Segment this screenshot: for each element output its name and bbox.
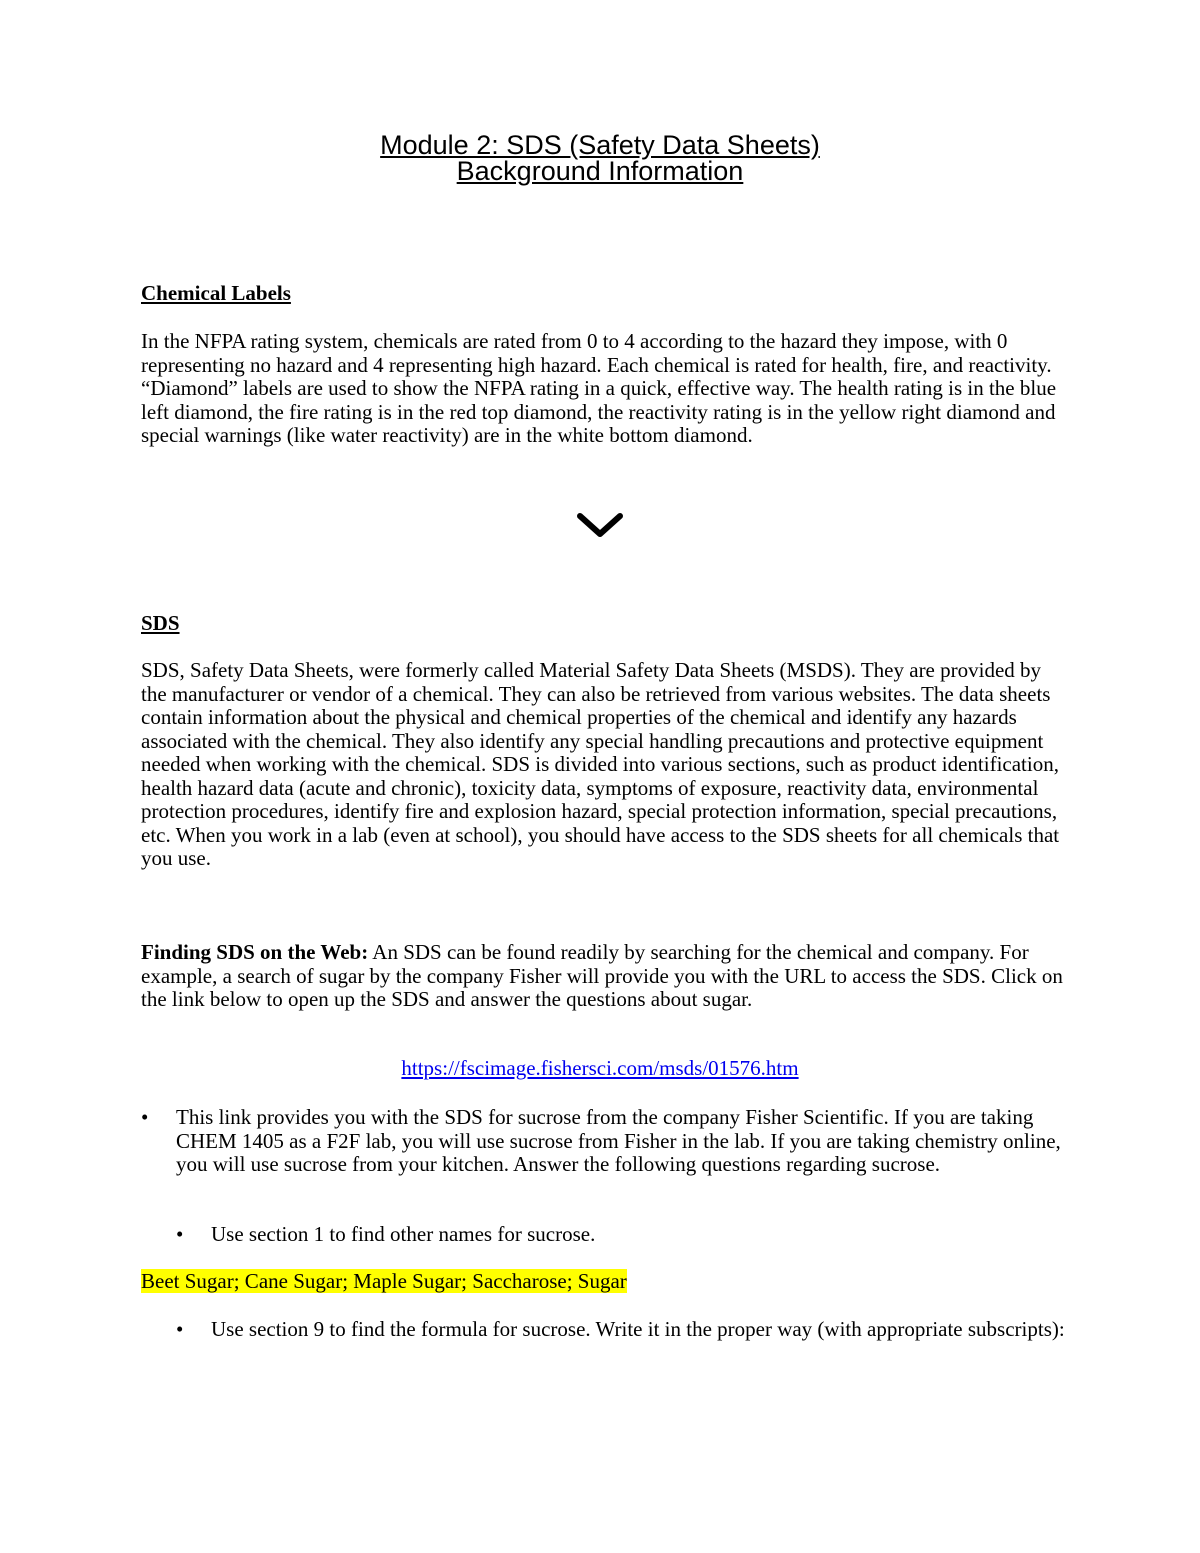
sds-link-row bbox=[0, 1057, 1200, 1081]
answer-line bbox=[141, 1270, 1066, 1294]
bullet-icon: • bbox=[176, 1222, 184, 1246]
bullet-icon: • bbox=[176, 1317, 184, 1341]
sds-paragraph: SDS, Safety Data Sheets, were formerly called Material Safety Data Sheets (MSDS). They are provided by the manufacturer or vendor of a chemical. They can also be retrieved from various websites. The data sheets contain information about the physical and chemical properties of the chemical and identify any hazards associated with the chemical. They also identify any special handling precautions and protective equipment needed when working with the chemical. SDS is divided into various sections, such as product identification, health hazard data (acute and chronic), toxicity data, symptoms of exposure, reactivity data, environmental protection procedures, identify fire and explosion hazard, special protection information, special precautions, etc. When you work in a lab (even at school), you should have access to the SDS sheets for all chemicals that you use. bbox=[141, 658, 1060, 870]
highlighted-answer: Beet Sugar; Cane Sugar; Maple Sugar; Saccharose; Sugar bbox=[141, 1269, 627, 1293]
finding-sds-text: An SDS can be found readily by searching for the chemical and company. For example, a search of sugar by the company Fisher will provide you with the URL to access the SDS. Click on the link below to open up the SDS and answer the questions about sugar. bbox=[141, 940, 1063, 1011]
title-line-2: Background Information bbox=[456, 156, 744, 186]
list-item-text: Use section 9 to find the formula for sucrose. Write it in the proper way (with appropriate subscripts): bbox=[211, 1317, 1065, 1341]
list-item-text: This link provides you with the SDS for sucrose from the company Fisher Scientific. If you are taking CHEM 1405 as a F2F lab, you will use sucrose from Fisher in the lab. If you are taking chemistry online, you will use sucrose from your kitchen. Answer the following questions regarding sucrose. bbox=[176, 1105, 1061, 1176]
bullet-icon: • bbox=[141, 1105, 149, 1129]
finding-sds-label: Finding SDS on the Web: bbox=[141, 940, 369, 964]
chemical-labels-paragraph: In the NFPA rating system, chemicals are rated from 0 to 4 according to the hazard they impose, with 0 representing no hazard and 4 representing high hazard. Each chemical is rated for health, fire, and reactivity. “Diamond” labels are used to show the NFPA rating in a quick, effective way. The health rating is in the blue left diamond, the fire rating is in the red top diamond, the reactivity rating is in the yellow right diamond and special warnings (like water reactivity) are in the white bottom diamond. bbox=[141, 329, 1057, 447]
chemical-labels-heading: Chemical Labels bbox=[141, 281, 291, 305]
title-line-1: Module 2: SDS (Safety Data Sheets) bbox=[380, 130, 820, 160]
chevron-down-icon bbox=[575, 510, 625, 540]
sds-heading: SDS bbox=[141, 611, 180, 635]
list-item-text: Use section 1 to find other names for sucrose. bbox=[211, 1222, 596, 1246]
sds-link[interactable]: https://fscimage.fishersci.com/msds/01576.htm bbox=[401, 1056, 799, 1080]
finding-sds-paragraph bbox=[141, 941, 1066, 1012]
document-title bbox=[0, 132, 1200, 184]
